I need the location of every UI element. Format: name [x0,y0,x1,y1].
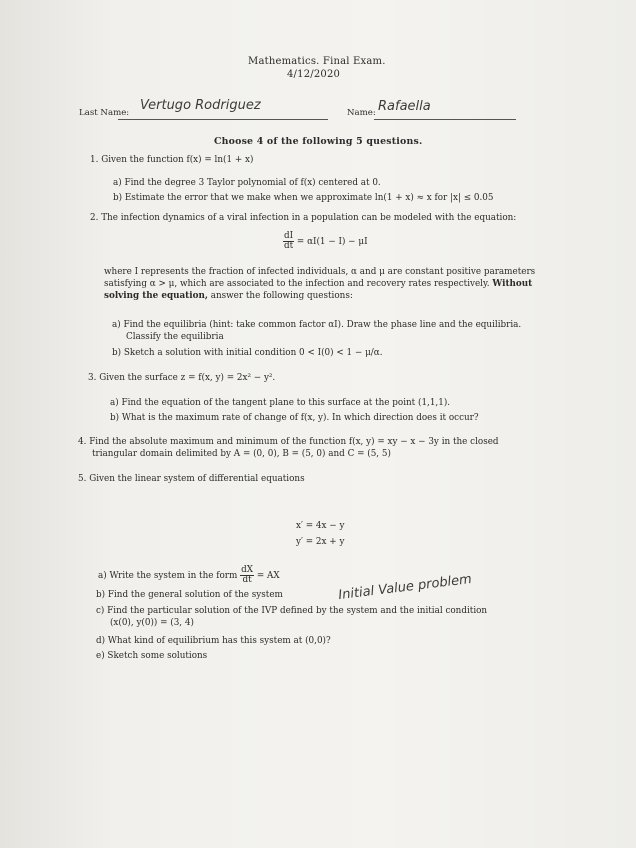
q5-a-post: = AX [256,571,280,581]
exam-date: 4/12/2020 [287,69,341,80]
first-name-value: Rafaella [378,99,431,114]
exam-title: Mathematics. Final Exam. [248,56,386,67]
q5-text: 5. Given the linear system of differential equations [78,474,305,484]
q5-a-den: dt [242,575,252,585]
q2-eq-rhs: = αI(1 − I) − μI [296,237,368,247]
instruction: Choose 4 of the following 5 questions. [214,136,423,147]
q2-body-3 [104,291,353,302]
q4-text-1: 4. Find the absolute maximum and minimum of the function f(x, y) = xy − x − 3y in the closed [78,437,499,447]
q5-b: b) Find the general solution of the system [96,590,283,600]
q3-a: a) Find the equation of the tangent plane to this surface at the point (1,1,1). [110,398,451,408]
q2-eq-den: dt [283,241,294,251]
q2-body-1: where I represents the fraction of infected individuals, α and μ are constant positive parameters [104,267,536,277]
q2-text: 2. The infection dynamics of a viral infection in a population can be modeled with the equation: [90,213,517,223]
q1-b: b) Estimate the error that we make when we approximate ln(1 + x) ≈ x for |x| ≤ 0.05 [113,193,494,203]
q2-body-2-text: satisfying α > μ, which are associated to the infection and recovery rates respectively. [104,279,490,289]
q2-body-bold-1: Without [492,279,533,289]
q5-d: d) What kind of equilibrium has this system at (0,0)? [96,636,331,646]
q2-body-bold-2: solving the equation, [104,291,208,301]
q5-a-fraction [240,566,254,585]
q5-a-num: dX [241,565,254,575]
q2-a1: a) Find the equilibria (hint: take common factor αI). Draw the phase line and the equilibria. [112,320,522,330]
last-name-line [118,119,328,120]
q5-e: e) Sketch some solutions [96,651,208,661]
q2-eq-fraction [283,232,294,251]
q5-a [98,566,280,585]
q3-text: 3. Given the surface z = f(x, y) = 2x² − y². [88,373,276,383]
q3-b: b) What is the maximum rate of change of f(x, y). In which direction does it occur? [110,413,479,423]
q2-b: b) Sketch a solution with initial condition 0 < I(0) < 1 − μ/α. [112,348,383,358]
last-name-value: Vertugo Rodriguez [140,98,261,113]
q5-eq1: x′ = 4x − y [296,521,345,531]
q1-a: a) Find the degree 3 Taylor polynomial of f(x) centered at 0. [113,178,381,188]
q5-handnote: Initial Value problem [337,571,473,604]
q5-c1: c) Find the particular solution of the IVP defined by the system and the initial condition [96,606,488,616]
q2-eq-num: dI [284,231,294,241]
q2-body-2 [104,279,532,290]
last-name-label: Last Name: [79,108,130,118]
q1-text: 1. Given the function f(x) = ln(1 + x) [90,155,254,165]
q5-a-pre: a) Write the system in the form [98,571,238,581]
first-name-label: Name: [347,108,376,118]
q2-equation [283,232,368,251]
first-name-line [374,119,516,120]
q5-c2: (x(0), y(0)) = (3, 4) [110,618,194,628]
q2-body-3-text: answer the following questions: [210,291,353,301]
q4-text-2: triangular domain delimited by A = (0, 0), B = (5, 0) and C = (5, 5) [92,449,391,459]
q5-eq2: y′ = 2x + y [296,537,345,547]
q2-a2: Classify the equilibria [126,332,224,342]
